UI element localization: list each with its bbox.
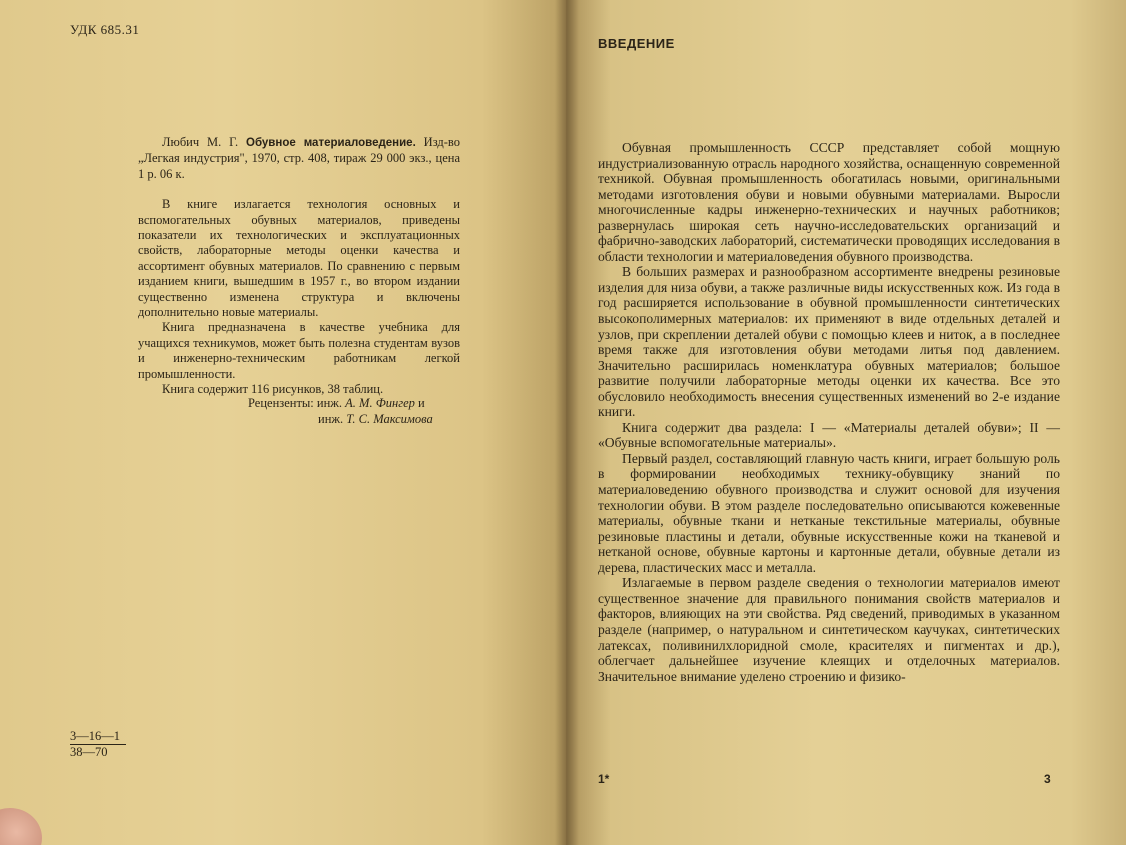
abstract-paragraph: Книга предназначена в качестве учебника для учащихся техникумов, может быть полезна студентам вузов и инженерно-техническим работникам легкой промышленности. <box>138 320 460 381</box>
reviewer-conjunction: и <box>418 396 425 410</box>
thumb <box>0 808 42 845</box>
reviewer-name: Т. С. Максимова <box>346 412 433 426</box>
code-denominator: 38—70 <box>70 745 108 759</box>
reviewers-block <box>248 395 433 427</box>
book-spine <box>555 0 579 845</box>
publisher-line: Изд-во „Легкая индустрия", 1970, стр. 408, тираж 29 000 экз., цена 1 р. 06 к. <box>138 135 460 181</box>
signature-mark: 1* <box>598 772 610 786</box>
page-number: 3 <box>1044 772 1051 786</box>
udk-code: УДК 685.31 <box>70 22 140 37</box>
abstract-paragraph: В книге излагается технология основных и вспомогательных обувных материалов, приведены показатели их технологических и эксплуатационных свойств, лабораторные методы оценки качества и ассортимент обувных материалов. По сравнению с первым изданием книги, вышедшим в 1957 г., во втором издании существенно изменена структура и включены дополнительно новые материалы. <box>138 197 460 320</box>
abstract-paragraph: Книга содержит 116 рисунков, 38 таблиц. <box>162 382 384 397</box>
reviewer-name: А. М. Фингер <box>345 396 415 410</box>
code-numerator: 3—16—1 <box>70 729 126 745</box>
book-title: Обувное материаловедение. <box>246 137 416 149</box>
body-paragraph: Книга содержит два раздела: I — «Материалы деталей обуви»; II — «Обувные вспомогательные материалы». <box>598 419 1060 451</box>
reviewer-line-1 <box>248 395 433 411</box>
reviewer-prefix: инж. <box>318 412 344 426</box>
section-title: ВВЕДЕНИЕ <box>598 36 675 51</box>
body-paragraph: Первый раздел, составляющий главную часть книги, играет большую роль в формировании необходимых технику-обувщику знаний по материаловедению обувного производства и служит основой для изучения технологии обуви. В этом разделе последовательно описываются кожевенные материалы, обувные ткани и нетканые текстильные материалы, обувные резиновые пластины и детали, обувные искусственные кожи на тканевой и нетканой основе, обувные картоны и картонные детали, обувные детали из дерева, пластических масс и металла. <box>598 450 1060 575</box>
catalog-code <box>70 729 126 760</box>
author-name: Любич М. Г. <box>162 135 239 149</box>
reviewer-line-2 <box>248 411 433 427</box>
introduction-text <box>598 140 1060 684</box>
abstract-header <box>138 135 460 182</box>
reviewers-label: Рецензенты: <box>248 396 314 410</box>
body-paragraph: В больших размерах и разнообразном ассортименте внедрены резиновые изделия для низа обуви, а также различные виды искусственных кож. Из года в год расширяется использование в обувной промышленности синтетических высокополимерных материалов: их применяют в виде отдельных деталей и узлов, при скреплении деталей обуви с помощью клеев и ниток, а в последнее время также для изготовления обуви методами литья под давлением. Значительно расширилась номенклатура обувных материалов; большое развитие получили лабораторные методы оценки их качества. Все это обусловило необходимость внесения существенных изменений во 2-е издание книги. <box>598 264 1060 420</box>
body-paragraph: Излагаемые в первом разделе сведения о технологии материалов имеют существенное значение для правильного понимания свойств материалов и факторов, влияющих на эти свойства. Ряд сведений, приводимых в указанном разделе (например, о натуральном и синтетическом каучуках, синтетических латексах, поливинилхлоридной смоле, красителях и пигментах и др.), облегчает дальнейшее изучение клеящих и отделочных материалов. Значительное внимание уделено строению и физико- <box>598 575 1060 684</box>
body-paragraph: Обувная промышленность СССР представляет собой мощную индустриализованную отрасль народного хозяйства, оснащенную современной техникой. Обувная промышленность обогатилась новыми, оригинальными методами изготовления обуви и новыми обувными материалами. Выросли многочисленные кадры инженерно-технических и научных работников; развернулась широкая сеть научно-исследовательских организаций и фабрично-заводских лабораторий, систематически проводящих исследования в области технологии и материаловедения обувного производства. <box>598 140 1060 264</box>
bibliographic-abstract <box>138 135 460 398</box>
reviewer-prefix: инж. <box>316 396 343 410</box>
